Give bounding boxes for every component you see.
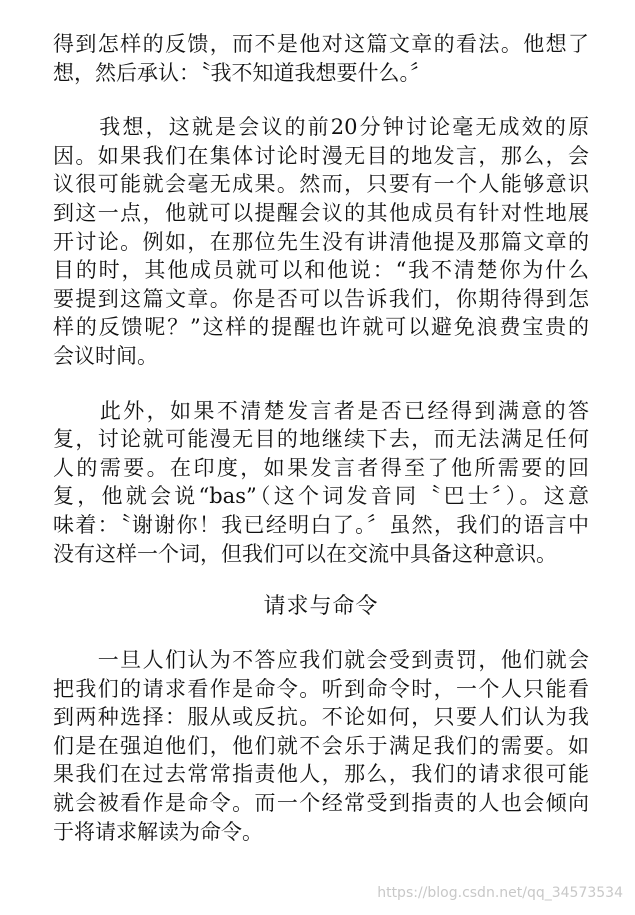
paragraph-gap — [53, 87, 589, 113]
text-line: 果我们在过去常常指责他人，那么，我们的请求很可能 — [53, 762, 589, 787]
paragraph-3 — [53, 397, 589, 569]
paragraph-1 — [53, 30, 589, 87]
text-line: 复，他就会说“bas”（这个词发音同〝巴士〞）。这意 — [53, 484, 589, 509]
text-line: 我想，这就是会议的前20分钟讨论毫无成效的原 — [53, 115, 589, 140]
text-line: 目的时，其他成员就可以和他说：“我不清楚你为什么 — [53, 258, 589, 283]
text-line: 一旦人们认为不答应我们就会受到责罚，他们就会 — [53, 648, 589, 673]
text-line: 因。如果我们在集体讨论时漫无目的地发言，那么，会 — [53, 143, 589, 168]
text-line: 想，然后承认：〝我不知道我想要什么。〞 — [53, 60, 431, 85]
section-heading: 请求与命令 — [263, 594, 379, 620]
text-line: 议很可能就会毫无成果。然而，只要有一个人能够意识 — [53, 172, 589, 197]
text-line: 味着：〝谢谢你！我已经明白了。〞虽然，我们的语言中 — [53, 512, 589, 537]
paragraph-gap — [53, 371, 589, 397]
text-line: 到两种选择：服从或反抗。不论如何，只要人们认为我 — [53, 705, 589, 730]
text-line: 于将请求解读为命令。 — [53, 819, 263, 844]
text-line: 开讨论。例如，在那位先生没有讲清他提及那篇文章的 — [53, 229, 589, 254]
text-line: 们是在强迫他们，他们就不会乐于满足我们的需要。如 — [53, 733, 589, 758]
text-line: 没有这样一个词，但我们可以在交流中具备这种意识。 — [53, 541, 557, 566]
text-line: 复，讨论就可能漫无目的地继续下去，而无法满足任何 — [53, 427, 589, 452]
paragraph-2 — [53, 113, 589, 370]
text-line: 样的反馈呢？”这样的提醒也许就可以避免浪费宝贵的 — [53, 315, 589, 340]
section-paragraph-1 — [53, 646, 589, 846]
page-body — [53, 30, 589, 846]
text-line: 就会被看作是命令。而一个经常受到指责的人也会倾向 — [53, 791, 589, 816]
text-line: 人的需要。在印度，如果发言者得至了他所需要的回 — [53, 455, 589, 480]
watermark: https://blog.csdn.net/qq_34573534 — [377, 885, 623, 901]
text-line: 到这一点，他就可以提醒会议的其他成员有针对性地展 — [53, 200, 589, 225]
text-line: 得到怎样的反馈，而不是他对这篇文章的看法。他想了 — [53, 32, 589, 56]
text-line: 把我们的请求看作是命令。听到命令时，一个人只能看 — [53, 676, 589, 701]
text-line: 要提到这篇文章。你是否可以告诉我们，你期待得到怎 — [53, 286, 589, 311]
text-line: 此外，如果不清楚发言者是否已经得到满意的答 — [53, 398, 589, 423]
text-line: 会议时间。 — [53, 343, 158, 368]
